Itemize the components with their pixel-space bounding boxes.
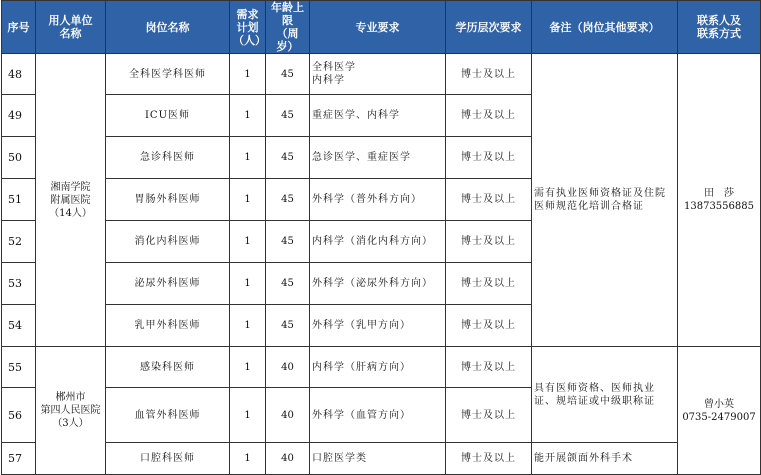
edu-cell: 博士及以上 bbox=[446, 263, 532, 305]
age-cell: 45 bbox=[266, 95, 310, 137]
age-cell: 40 bbox=[266, 347, 310, 388]
seq-cell: 55 bbox=[2, 347, 36, 388]
remark-cell: 能开展颌面外科手术 bbox=[532, 443, 678, 475]
header-row bbox=[2, 1, 761, 54]
seq-cell: 54 bbox=[2, 305, 36, 347]
seq-cell: 57 bbox=[2, 443, 36, 475]
unit-cell: 郴州市 第四人民医院 （3人） bbox=[36, 347, 106, 475]
position-cell: 泌尿外科医师 bbox=[106, 263, 230, 305]
major-cell: 外科学（血管方向） bbox=[310, 388, 446, 443]
plan-cell: 1 bbox=[230, 388, 266, 443]
plan-cell: 1 bbox=[230, 221, 266, 263]
header-contact: 联系人及 联系方式 bbox=[678, 1, 761, 54]
age-cell: 40 bbox=[266, 388, 310, 443]
seq-cell: 48 bbox=[2, 54, 36, 95]
seq-cell: 52 bbox=[2, 221, 36, 263]
seq-cell: 50 bbox=[2, 137, 36, 179]
position-cell: 乳甲外科医师 bbox=[106, 305, 230, 347]
major-cell: 内科学（消化内科方向） bbox=[310, 221, 446, 263]
unit-cell: 湘南学院 附属医院 （14人） bbox=[36, 54, 106, 347]
remark-cell: 需有执业医师资格证及住院医师规范化培训合格证 bbox=[532, 54, 678, 347]
edu-cell: 博士及以上 bbox=[446, 388, 532, 443]
header-age: 年龄上限 （周岁） bbox=[266, 1, 310, 54]
age-cell: 45 bbox=[266, 179, 310, 221]
plan-cell: 1 bbox=[230, 54, 266, 95]
major-cell: 外科学（泌尿外科方向） bbox=[310, 263, 446, 305]
edu-cell: 博士及以上 bbox=[446, 221, 532, 263]
edu-cell: 博士及以上 bbox=[446, 347, 532, 388]
table-row bbox=[2, 54, 761, 95]
position-cell: ICU医师 bbox=[106, 95, 230, 137]
table-row bbox=[2, 443, 761, 475]
contact-cell: 曾小英 0735-2479007 bbox=[678, 347, 761, 475]
position-cell: 感染科医师 bbox=[106, 347, 230, 388]
seq-cell: 56 bbox=[2, 388, 36, 443]
major-cell: 口腔医学类 bbox=[310, 443, 446, 475]
age-cell: 45 bbox=[266, 263, 310, 305]
major-cell: 急诊医学、重症医学 bbox=[310, 137, 446, 179]
contact-cell: 田 莎 13873556885 bbox=[678, 54, 761, 347]
plan-cell: 1 bbox=[230, 95, 266, 137]
header-remark: 备注（岗位其他要求） bbox=[532, 1, 678, 54]
header-edu: 学历层次要求 bbox=[446, 1, 532, 54]
major-cell: 重症医学、内科学 bbox=[310, 95, 446, 137]
position-cell: 胃肠外科医师 bbox=[106, 179, 230, 221]
seq-cell: 49 bbox=[2, 95, 36, 137]
position-cell: 全科医学科医师 bbox=[106, 54, 230, 95]
plan-cell: 1 bbox=[230, 137, 266, 179]
edu-cell: 博士及以上 bbox=[446, 179, 532, 221]
position-cell: 血管外科医师 bbox=[106, 388, 230, 443]
header-major: 专业要求 bbox=[310, 1, 446, 54]
seq-cell: 53 bbox=[2, 263, 36, 305]
plan-cell: 1 bbox=[230, 443, 266, 475]
position-cell: 口腔科医师 bbox=[106, 443, 230, 475]
edu-cell: 博士及以上 bbox=[446, 443, 532, 475]
remark-cell: 具有医师资格、医师执业证、规培证或中级职称证 bbox=[532, 347, 678, 443]
major-cell: 全科医学 内科学 bbox=[310, 54, 446, 95]
plan-cell: 1 bbox=[230, 179, 266, 221]
age-cell: 45 bbox=[266, 137, 310, 179]
age-cell: 45 bbox=[266, 221, 310, 263]
header-unit: 用人单位 名称 bbox=[36, 1, 106, 54]
edu-cell: 博士及以上 bbox=[446, 305, 532, 347]
seq-cell: 51 bbox=[2, 179, 36, 221]
header-seq: 序号 bbox=[2, 1, 36, 54]
table-row bbox=[2, 347, 761, 388]
position-cell: 急诊科医师 bbox=[106, 137, 230, 179]
plan-cell: 1 bbox=[230, 305, 266, 347]
header-position: 岗位名称 bbox=[106, 1, 230, 54]
recruitment-table bbox=[1, 0, 761, 475]
age-cell: 45 bbox=[266, 305, 310, 347]
edu-cell: 博士及以上 bbox=[446, 95, 532, 137]
age-cell: 45 bbox=[266, 54, 310, 95]
plan-cell: 1 bbox=[230, 263, 266, 305]
position-cell: 消化内科医师 bbox=[106, 221, 230, 263]
edu-cell: 博士及以上 bbox=[446, 137, 532, 179]
header-plan: 需求 计划 （人） bbox=[230, 1, 266, 54]
age-cell: 40 bbox=[266, 443, 310, 475]
edu-cell: 博士及以上 bbox=[446, 54, 532, 95]
major-cell: 内科学（肝病方向） bbox=[310, 347, 446, 388]
major-cell: 外科学（普外科方向） bbox=[310, 179, 446, 221]
major-cell: 外科学（乳甲方向） bbox=[310, 305, 446, 347]
plan-cell: 1 bbox=[230, 347, 266, 388]
